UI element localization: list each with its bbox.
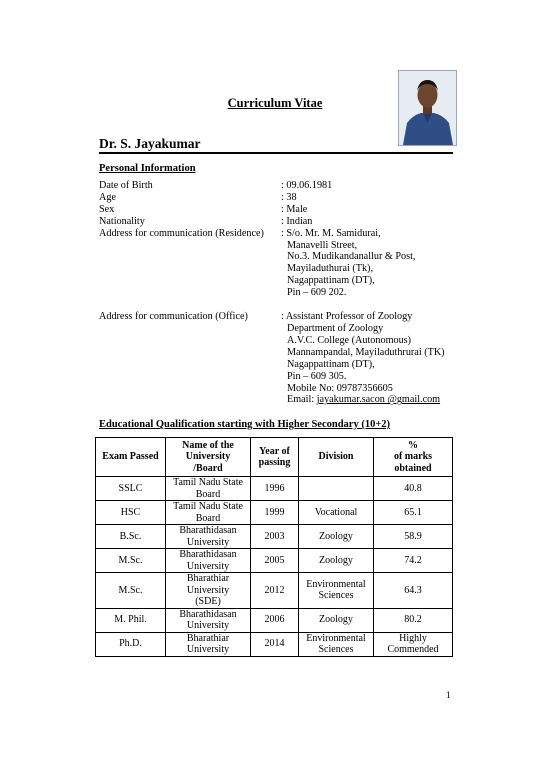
age-label: Age: [99, 191, 116, 203]
residence-address-label: Address for communication (Residence): [99, 227, 264, 239]
address-line: : Assistant Professor of Zoology: [281, 311, 413, 323]
university-cell: Tamil Nadu State Board: [166, 477, 251, 501]
marks-cell: 74.2: [374, 549, 453, 573]
address-line: : S/o. Mr. M. Samidurai,: [281, 227, 381, 239]
year-cell: 1996: [251, 477, 299, 501]
email-link[interactable]: jayakumar.sacon @gmail.com: [316, 394, 441, 406]
division-cell: Zoology: [299, 525, 374, 549]
marks-cell: 40.8: [374, 477, 453, 501]
table-row: [96, 525, 453, 549]
marks-cell: Highly Commended: [374, 632, 453, 656]
university-cell: Bharathiar University (SDE): [166, 573, 251, 609]
table-row: [96, 477, 453, 501]
education-heading: Educational Qualification starting with Higher Secondary (10+2): [99, 419, 391, 430]
marks-cell: 58.9: [374, 525, 453, 549]
address-line: No.3. Mudikandanallur & Post,: [287, 251, 416, 263]
division-cell: Environmental Sciences: [299, 573, 374, 609]
candidate-name: Dr. S. Jayakumar: [99, 136, 201, 151]
address-line: Manavelli Street,: [287, 239, 358, 251]
exam-cell: M. Phil.: [96, 608, 166, 632]
name-divider: [99, 152, 453, 154]
dob-row: [99, 180, 459, 192]
division-cell: Zoology: [299, 549, 374, 573]
header-year: Year of passing: [251, 438, 299, 477]
address-line: Nagappattinam (DT),: [287, 358, 375, 370]
residence-address-row: [99, 228, 459, 299]
exam-cell: Ph.D.: [96, 632, 166, 656]
exam-cell: M.Sc.: [96, 549, 166, 573]
year-cell: 2003: [251, 525, 299, 549]
residence-address-value: [281, 228, 459, 299]
education-table: [95, 437, 453, 657]
marks-cell: 65.1: [374, 501, 453, 525]
address-line: A.V.C. College (Autonomous): [287, 334, 412, 346]
header-university: Name of the University /Board: [166, 438, 251, 477]
office-address-row: [99, 311, 459, 406]
nationality-label: Nationality: [99, 215, 145, 227]
university-cell: Tamil Nadu State Board: [166, 501, 251, 525]
address-line: Mayiladuthurai (Tk),: [287, 263, 374, 275]
address-line: Department of Zoology: [287, 322, 384, 334]
exam-cell: M.Sc.: [96, 573, 166, 609]
nationality-row: [99, 216, 459, 228]
office-address-label: Address for communication (Office): [99, 311, 248, 323]
year-cell: 2012: [251, 573, 299, 609]
personal-info-heading: Personal Information: [99, 163, 196, 174]
office-address-value: [281, 311, 459, 406]
sex-value: : Male: [281, 203, 308, 215]
marks-cell: 64.3: [374, 573, 453, 609]
address-line: Nagappattinam (DT),: [287, 275, 375, 287]
year-cell: 2014: [251, 632, 299, 656]
nationality-value: : Indian: [281, 215, 313, 227]
dob-label: Date of Birth: [99, 180, 153, 191]
exam-cell: SSLC: [96, 477, 166, 501]
year-cell: 1999: [251, 501, 299, 525]
sex-row: [99, 204, 459, 216]
table-row: [96, 632, 453, 656]
university-cell: Bharathiar University: [166, 632, 251, 656]
address-line: Pin – 609 202.: [287, 287, 347, 299]
marks-cell: 80.2: [374, 608, 453, 632]
year-cell: 2006: [251, 608, 299, 632]
age-value: : 38: [281, 191, 297, 203]
exam-cell: B.Sc.: [96, 525, 166, 549]
table-row: [96, 608, 453, 632]
personal-info-block: [99, 180, 459, 406]
document-title: Curriculum Vitae: [227, 96, 323, 110]
table-row: [96, 549, 453, 573]
year-cell: 2005: [251, 549, 299, 573]
mobile-number: Mobile No: 09787356605: [287, 382, 393, 394]
page-number: 1: [446, 691, 451, 701]
table-header-row: [96, 438, 453, 477]
header-division: Division: [299, 438, 374, 477]
exam-cell: HSC: [96, 501, 166, 525]
header-exam: Exam Passed: [96, 438, 166, 477]
header-marks: % of marks obtained: [374, 438, 453, 477]
division-cell: Environmental Sciences: [299, 632, 374, 656]
division-cell: Vocational: [299, 501, 374, 525]
division-cell: Zoology: [299, 608, 374, 632]
dob-value: : 09.06.1981: [281, 180, 333, 191]
age-row: [99, 192, 459, 204]
division-cell: [299, 477, 374, 501]
university-cell: Bharathidasan University: [166, 525, 251, 549]
address-line: Pin – 609 305.: [287, 370, 347, 382]
email-line: [281, 394, 459, 406]
email-prefix: Email:: [287, 394, 317, 406]
table-row: [96, 501, 453, 525]
university-cell: Bharathidasan University: [166, 549, 251, 573]
table-row: [96, 573, 453, 609]
university-cell: Bharathidasan University: [166, 608, 251, 632]
address-line: Mannampandal, Mayiladuthrurai (TK): [287, 346, 445, 358]
sex-label: Sex: [99, 203, 115, 215]
